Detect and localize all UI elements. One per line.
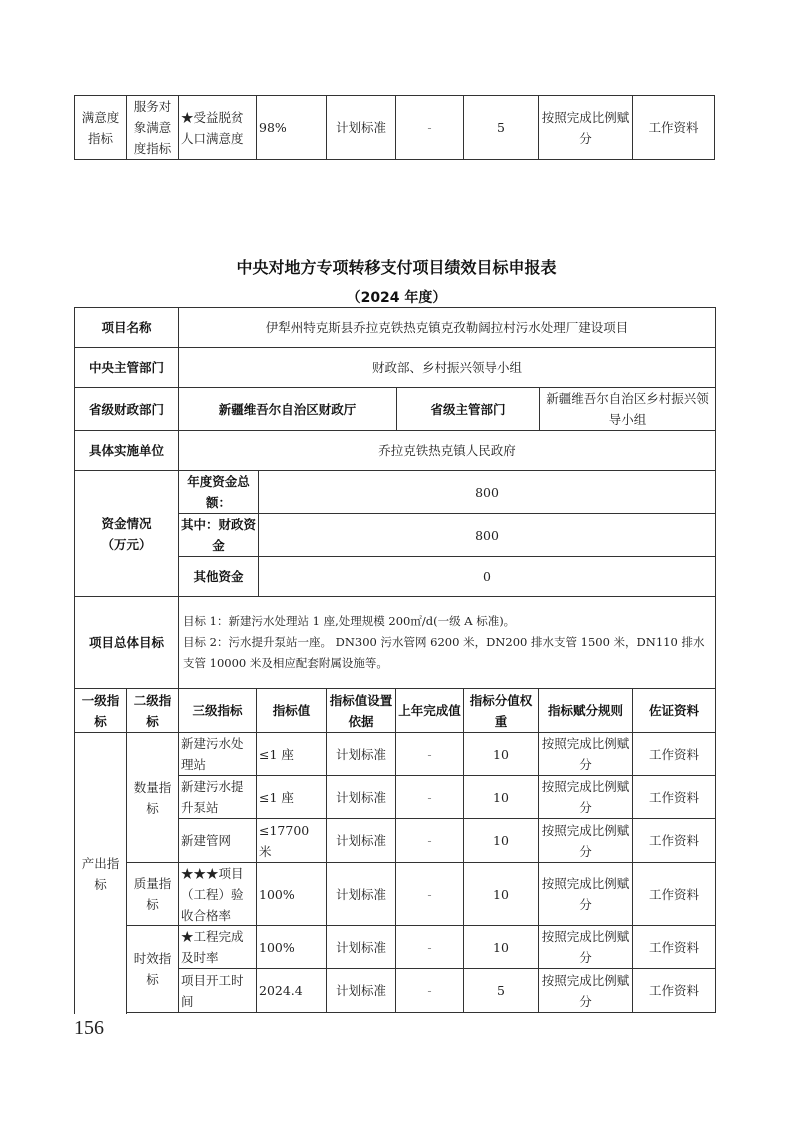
indicator-value: 100% bbox=[256, 925, 327, 969]
indicator-level3: ★★★项目（工程）验收合格率 bbox=[178, 862, 257, 926]
central-dept: 财政部、乡村振兴领导小组 bbox=[178, 347, 716, 388]
indicator-level3: ★工程完成及时率 bbox=[178, 925, 257, 969]
indicator-value: ≤1 座 bbox=[256, 775, 327, 819]
indicator-weight: 10 bbox=[463, 775, 539, 819]
indicator-last-year: - bbox=[395, 732, 464, 776]
funds-label-text: 资金情况 bbox=[101, 515, 152, 531]
funds-total-value: 800 bbox=[258, 470, 716, 514]
impl-unit-label: 具体实施单位 bbox=[74, 430, 179, 471]
header-value: 指标值 bbox=[256, 688, 327, 733]
funds-unit: （万元） bbox=[101, 536, 152, 552]
prov-dept: 新疆维吾尔自治区乡村振兴领导小组 bbox=[539, 387, 716, 431]
indicator-evidence: 工作资料 bbox=[632, 775, 716, 819]
indicator-last-year: - bbox=[395, 775, 464, 819]
header-level1: 一级指标 bbox=[74, 688, 127, 733]
funds-fiscal-label: 其中：财政资金 bbox=[178, 513, 259, 557]
prev-rule: 按照完成比例赋分 bbox=[538, 95, 633, 160]
indicator-weight: 10 bbox=[463, 732, 539, 776]
funds-other-label: 其他资金 bbox=[178, 556, 259, 597]
form-title: 中央对地方专项转移支付项目绩效目标申报表 bbox=[236, 258, 557, 277]
header-basis: 指标值设置依据 bbox=[326, 688, 396, 733]
project-name: 伊犁州特克斯县乔拉克铁热克镇克孜勒阔拉村污水处理厂建设项目 bbox=[178, 307, 716, 348]
prov-finance-label: 省级财政部门 bbox=[74, 387, 179, 431]
prov-dept-label: 省级主管部门 bbox=[396, 387, 540, 431]
indicator-last-year: - bbox=[395, 925, 464, 969]
page-number: 156 bbox=[74, 1017, 104, 1039]
indicator-evidence: 工作资料 bbox=[632, 818, 716, 863]
funds-total-label: 年度资金总额： bbox=[178, 470, 259, 514]
funds-label bbox=[74, 470, 179, 597]
indicator-weight: 10 bbox=[463, 818, 539, 863]
indicator-weight: 5 bbox=[463, 968, 539, 1013]
indicator-basis: 计划标准 bbox=[326, 925, 396, 969]
indicator-evidence: 工作资料 bbox=[632, 862, 716, 926]
indicator-value: 2024.4 bbox=[256, 968, 327, 1013]
indicator-weight: 10 bbox=[463, 862, 539, 926]
header-weight: 指标分值权重 bbox=[463, 688, 539, 733]
prev-evidence: 工作资料 bbox=[632, 95, 715, 160]
indicator-basis: 计划标准 bbox=[326, 818, 396, 863]
indicator-level3: 新建污水处理站 bbox=[178, 732, 257, 776]
indicator-value: 100% bbox=[256, 862, 327, 926]
indicator-basis: 计划标准 bbox=[326, 968, 396, 1013]
indicator-rule: 按照完成比例赋分 bbox=[538, 775, 633, 819]
form-subtitle: （2024 年度） bbox=[346, 290, 447, 306]
indicator-rule: 按照完成比例赋分 bbox=[538, 925, 633, 969]
impl-unit: 乔拉克铁热克镇人民政府 bbox=[178, 430, 716, 471]
funds-fiscal-value: 800 bbox=[258, 513, 716, 557]
prev-level1: 满意度指标 bbox=[74, 95, 127, 160]
level1-output: 产出指标 bbox=[74, 732, 127, 1014]
project-name-label: 项目名称 bbox=[74, 307, 179, 348]
indicator-weight: 10 bbox=[463, 925, 539, 969]
indicator-evidence: 工作资料 bbox=[632, 732, 716, 776]
indicator-last-year: - bbox=[395, 862, 464, 926]
indicator-basis: 计划标准 bbox=[326, 862, 396, 926]
prev-level2: 服务对象满意度指标 bbox=[126, 95, 179, 160]
indicator-evidence: 工作资料 bbox=[632, 925, 716, 969]
indicator-value: ≤17700 米 bbox=[256, 818, 327, 863]
goal-content bbox=[178, 596, 716, 689]
indicator-level3: 新建管网 bbox=[178, 818, 257, 863]
header-rule: 指标赋分规则 bbox=[538, 688, 633, 733]
prev-value: 98% bbox=[256, 95, 327, 160]
header-level2: 二级指标 bbox=[126, 688, 179, 733]
indicator-evidence: 工作资料 bbox=[632, 968, 716, 1013]
indicator-basis: 计划标准 bbox=[326, 732, 396, 776]
central-dept-label: 中央主管部门 bbox=[74, 347, 179, 388]
indicator-rule: 按照完成比例赋分 bbox=[538, 732, 633, 776]
indicator-rule: 按照完成比例赋分 bbox=[538, 818, 633, 863]
group-quantity: 数量指标 bbox=[126, 732, 179, 863]
indicator-level3: 项目开工时间 bbox=[178, 968, 257, 1013]
indicator-rule: 按照完成比例赋分 bbox=[538, 862, 633, 926]
prev-level3: ★受益脱贫人口满意度 bbox=[178, 95, 257, 160]
prev-last-year: - bbox=[395, 95, 464, 160]
prov-finance: 新疆维吾尔自治区财政厅 bbox=[178, 387, 397, 431]
prev-basis: 计划标准 bbox=[326, 95, 396, 160]
group-timeliness: 时效指标 bbox=[126, 925, 179, 1013]
goal-2: 目标 2：污水提升泵站一座。 DN300 污水管网 6200 米，DN200 排水支管 1500 米，DN110 排水支管 10000 米及相应配套附属设施等。 bbox=[183, 635, 705, 670]
header-evidence: 佐证资料 bbox=[632, 688, 716, 733]
indicator-level3: 新建污水提升泵站 bbox=[178, 775, 257, 819]
goal-label: 项目总体目标 bbox=[74, 596, 179, 689]
indicator-value: ≤1 座 bbox=[256, 732, 327, 776]
goal-1: 目标 1：新建污水处理站 1 座,处理规模 200㎡/d(一级 A 标准)。 bbox=[183, 614, 516, 628]
indicator-last-year: - bbox=[395, 818, 464, 863]
prev-weight: 5 bbox=[463, 95, 539, 160]
group-quality: 质量指标 bbox=[126, 862, 179, 926]
indicator-last-year: - bbox=[395, 968, 464, 1013]
indicator-rule: 按照完成比例赋分 bbox=[538, 968, 633, 1013]
funds-other-value: 0 bbox=[258, 556, 716, 597]
indicator-basis: 计划标准 bbox=[326, 775, 396, 819]
header-level3: 三级指标 bbox=[178, 688, 257, 733]
header-last-year: 上年完成值 bbox=[395, 688, 464, 733]
